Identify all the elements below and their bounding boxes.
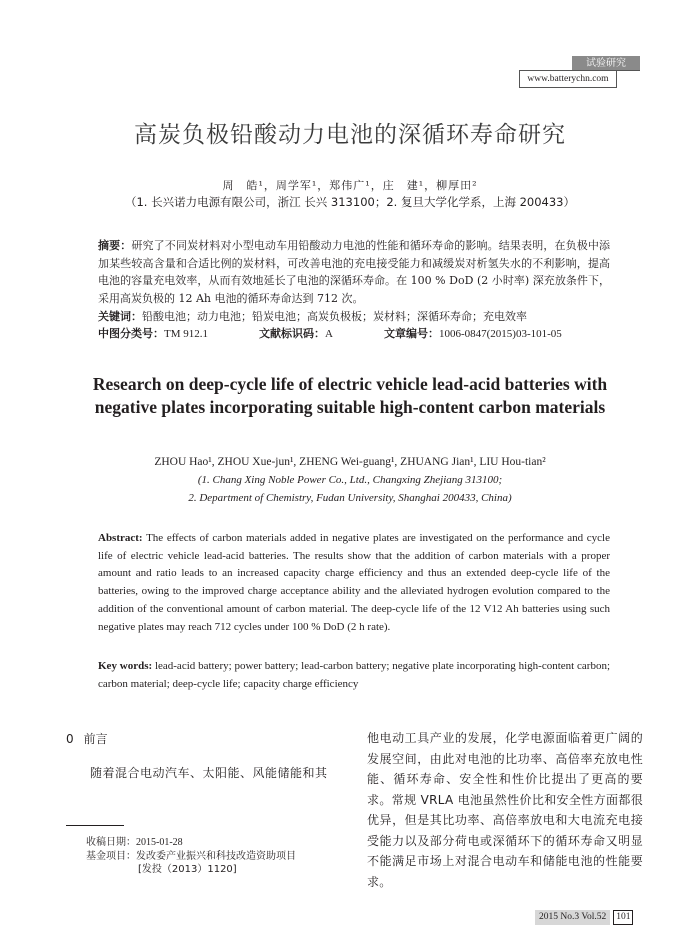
- page-footer: [535, 910, 633, 925]
- keywords-label-en: Key words:: [98, 660, 153, 672]
- section-number: 0: [66, 732, 74, 746]
- title-english: Research on deep-cycle life of electric vehicle lead-acid batteries with negative plates incorporating suitable high-content carbon materials: [92, 374, 608, 417]
- article-number-label: 文章编号：: [383, 327, 439, 340]
- abstract-text-cn: 研究了不同炭材料对小型电动车用铅酸动力电池的性能和循环寿命的影响。结果表明，在负极中添加某些较高含量和合适比例的炭材料，可改善电池的充电接受能力和减缓炭对析氢失水的不利影响，提高电池的容量充电效率，从而有效地延长了电池的深循环寿命。在 100 % DoD (2 小时率) 深充放条件下，采用高炭负极的 12 Ah 电池的循环寿命达到 712 次。: [98, 239, 611, 305]
- affiliations-chinese: （1. 长兴诺力电源有限公司，浙江 长兴 313100；2. 复旦大学化学系，上海 200433）: [124, 195, 576, 209]
- keywords-text-en: lead-acid battery; power battery; lead-carbon battery; negative plate incorporating high-content carbon; carbon material; deep-cycle life; capacity charge efficiency: [98, 660, 610, 690]
- keywords-label-cn: 关键词：: [98, 310, 142, 323]
- footnote: [86, 836, 356, 877]
- page-number: 101: [613, 910, 633, 925]
- abstract-text-en: The effects of carbon materials added in negative plates are investigated on the performance and cycle life of electric vehicle lead-acid batteries. The results show that the addition of carbon materials with a proper amount and ratio leads to an increased capacity charge efficiency and thus an extended deep-cycle life of the batteries, owing to the improved charge acceptance ability and the alleviated hydrogen evolution compared to the addition of the conventional amount of carbon material. The deep-cycle life of the 12 V12 Ah batteries using such negative plates may reach 712 cycles under 100 % DoD (2 h rate).: [98, 532, 610, 633]
- abstract-label-en: Abstract:: [98, 532, 143, 544]
- website-url[interactable]: www.batterychn.com: [519, 70, 617, 88]
- affiliation-english-1: (1. Chang Xing Noble Power Co., Ltd., Changxing Zhejiang 313100;: [197, 474, 503, 486]
- title-chinese: 高炭负极铅酸动力电池的深循环寿命研究: [134, 122, 566, 148]
- clc-value: TM 912.1: [164, 328, 208, 340]
- authors-chinese: 周 皓¹，周学军¹，郑伟广¹，庄 建¹，柳厚田²: [222, 179, 478, 192]
- fund-code: [发投（2013）1120]: [138, 864, 237, 875]
- abstract-label-cn: 摘要：: [98, 239, 132, 252]
- fund-value: 发改委产业振兴和科技改造资助项目: [136, 850, 296, 862]
- intro-paragraph-left: 随着混合电动汽车、太阳能、风能储能和其: [90, 766, 328, 780]
- section-heading: [66, 730, 108, 747]
- keywords-text-cn: 铅酸电池；动力电池；铅炭电池；高炭负极板；炭材料；深循环寿命；充电效率: [142, 310, 527, 323]
- footnote-received: [86, 836, 356, 850]
- footnote-fund: [86, 850, 356, 864]
- keywords-english: [98, 658, 610, 693]
- received-label: 收稿日期：: [86, 837, 136, 848]
- clc-label: 中图分类号：: [98, 327, 164, 340]
- keywords-chinese: [98, 308, 618, 325]
- affiliation-english-2: 2. Department of Chemistry, Fudan University, Shanghai 200433, China): [188, 492, 512, 504]
- footnote-rule: [66, 825, 124, 826]
- section-tag: 试验研究: [572, 56, 640, 71]
- authors-english: ZHOU Hao¹, ZHOU Xue-jun¹, ZHENG Wei-guang¹, ZHUANG Jian¹, LIU Hou-tian²: [154, 456, 546, 468]
- classification-row: [98, 325, 618, 343]
- abstract-chinese: [98, 237, 610, 307]
- issue-info: 2015 No.3 Vol.52: [535, 910, 610, 925]
- doc-code-value: A: [325, 328, 333, 340]
- abstract-english: [98, 530, 610, 636]
- received-date: 2015-01-28: [136, 837, 183, 848]
- section-title: 前言: [83, 732, 108, 746]
- fund-label: 基金项目：: [86, 850, 136, 862]
- doc-code-label: 文献标识码：: [259, 327, 325, 340]
- intro-paragraph-right: 他电动工具产业的发展，化学电源面临着更广阔的发展空间，由此对电池的比功率、高倍率充放电性能、循环寿命、安全性和性价比提出了更高的要求。常规 VRLA 电池虽然性价比和安全性方面都很优异，但是其比功率、高倍率放电和大电流充电接受能力以及部分荷电或深循环下的循环寿命又明显不能满足市场上对混合电动车和储能电池的性能要求。: [367, 731, 643, 889]
- article-number-value: 1006-0847(2015)03-101-05: [438, 328, 562, 340]
